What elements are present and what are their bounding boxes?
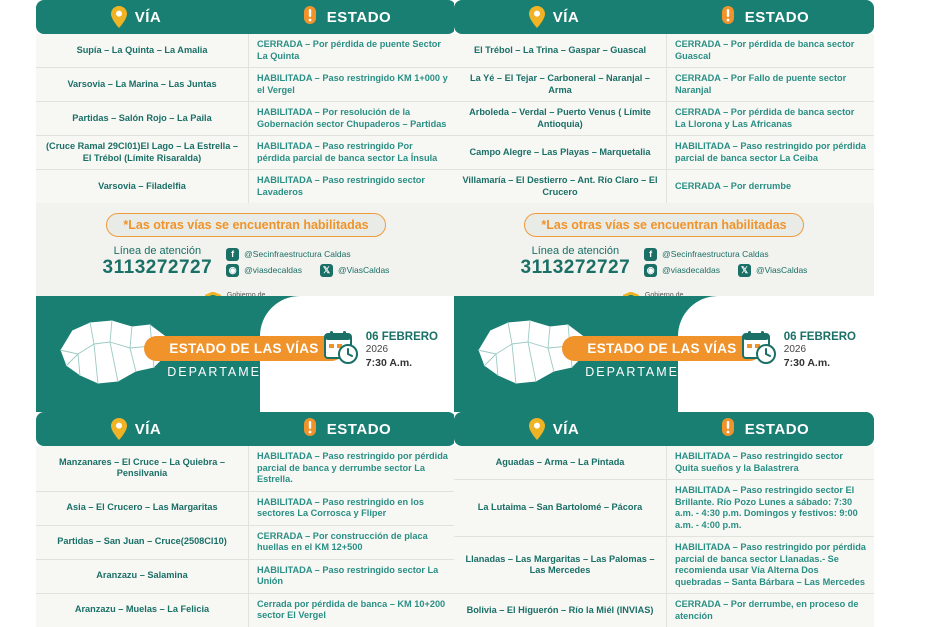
cell-estado: HABILITADA – Paso restringido Por pérdida parcial de banca sector La Ínsula	[249, 136, 457, 170]
social-handle: @Secinfraestructura Caldas	[662, 249, 768, 259]
social-instagram[interactable]	[226, 264, 302, 277]
banner-text-block	[144, 336, 344, 379]
date-block	[324, 330, 438, 370]
table-row	[36, 491, 456, 525]
header-via	[454, 412, 654, 446]
roads-table	[454, 34, 874, 203]
date-year: 2026	[784, 344, 856, 357]
cell-via: Bolivia – El Higuerón – Río la Miél (INVIAS)	[454, 594, 667, 627]
cell-via: Aguadas – Arma – La Pintada	[454, 446, 667, 480]
socials-list	[226, 248, 389, 277]
cell-via: Asia – El Crucero – Las Margaritas	[36, 491, 249, 525]
cell-estado: HABILITADA – Paso restringido sector Quita sueños y la Balastrera	[667, 446, 875, 480]
header-estado-label: ESTADO	[745, 9, 809, 26]
table-header	[36, 412, 456, 446]
banner-text-block	[562, 336, 762, 379]
cell-estado: CERRADA – Por derrumbe	[667, 170, 875, 204]
cell-via: Aranzazu – Muelas – La Felicia	[36, 593, 249, 627]
note-text: *Las otras vías se encuentran habilitadas	[106, 213, 385, 237]
table-row	[36, 68, 456, 102]
cell-via: Arboleda – Verdal – Puerto Venus ( Límite Antioquia)	[454, 102, 667, 136]
socials-list	[644, 248, 807, 277]
header-estado	[236, 412, 456, 446]
calendar-clock-icon	[324, 330, 358, 364]
cell-via: Llanadas – Las Margaritas – Las Palomas – Las Mercedes	[454, 537, 667, 594]
x-twitter-icon: 𝕏	[320, 264, 333, 277]
cell-estado: HABILITADA – Paso restringido por pérdida parcial de banca sector La Ceiba	[667, 136, 875, 170]
header-via	[36, 0, 236, 34]
table-row	[454, 102, 874, 136]
cell-estado: CERRADA – Por pérdida de puente Sector La Quinta	[249, 34, 457, 68]
calendar-clock-icon	[742, 330, 776, 364]
header-via	[36, 412, 236, 446]
cell-via: El Trébol – La Trina – Gaspar – Guascal	[454, 34, 667, 68]
table-row	[454, 34, 874, 68]
banner-subtitle: DEPARTAMENTALES	[144, 365, 344, 379]
table-row	[36, 559, 456, 593]
cell-via: Supía – La Quinta – La Amalia	[36, 34, 249, 68]
attention-label: Línea de atención	[521, 245, 631, 257]
table-header	[454, 412, 874, 446]
banner-title: ESTADO DE LAS VÍAS	[562, 336, 762, 361]
header-via-label: VÍA	[135, 9, 162, 26]
header-estado	[236, 0, 456, 34]
header-via-label: VÍA	[553, 9, 580, 26]
social-handle: @Secinfraestructura Caldas	[244, 249, 350, 259]
header-via-label: VÍA	[135, 421, 162, 438]
table-row	[36, 593, 456, 627]
exclamation-icon	[301, 6, 319, 28]
social-facebook[interactable]	[226, 248, 350, 261]
instagram-icon: ◉	[226, 264, 239, 277]
social-handle: @viasdecaldas	[244, 265, 302, 275]
phone-number[interactable]: 3113272727	[103, 257, 213, 279]
table-row	[36, 102, 456, 136]
panel-bottom-right	[454, 412, 874, 620]
social-facebook[interactable]	[644, 248, 768, 261]
facebook-icon: f	[226, 248, 239, 261]
table-row	[36, 525, 456, 559]
header-estado-label: ESTADO	[745, 421, 809, 438]
table-row	[454, 170, 874, 204]
cell-estado: CERRADA – Por construcción de placa huellas en el KM 12+500	[249, 525, 457, 559]
roads-table	[36, 34, 456, 203]
cell-estado: CERRADA – Por derrumbe, en proceso de atención	[667, 594, 875, 627]
location-pin-icon	[111, 418, 127, 440]
social-handle: @ViasCaldas	[756, 265, 807, 275]
phone-number[interactable]: 3113272727	[521, 257, 631, 279]
cell-estado: HABILITADA – Paso restringido sector El Brillante. Río Pozo Lunes a sábado: 7:30 a.m. - 4:30 p.m. Domingos y festivos: 9:00 a.m. - 4:00 p.m.	[667, 480, 875, 537]
contact-block	[36, 245, 456, 279]
cell-via: Varsovia – La Marina – Las Juntas	[36, 68, 249, 102]
table-row	[454, 446, 874, 480]
location-pin-icon	[111, 6, 127, 28]
date-time: 7:30 A.m.	[366, 357, 438, 370]
header-estado-label: ESTADO	[327, 421, 391, 438]
cell-via: Varsovia – Filadelfia	[36, 170, 249, 204]
cell-via: Aranzazu – Salamina	[36, 559, 249, 593]
banner-title: ESTADO DE LAS VÍAS	[144, 336, 344, 361]
header-estado	[654, 412, 874, 446]
date-day: 06 FEBRERO	[784, 330, 856, 344]
exclamation-icon	[301, 418, 319, 440]
cell-via: Partidas – San Juan – Cruce(2508Cl10)	[36, 525, 249, 559]
table-row	[454, 68, 874, 102]
location-pin-icon	[529, 6, 545, 28]
table-row	[36, 170, 456, 204]
header-estado	[654, 0, 874, 34]
cell-via: Villamaría – El Destierro – Ant. Río Claro – El Crucero	[454, 170, 667, 204]
contact-block	[454, 245, 874, 279]
cell-estado: HABILITADA – Paso restringido sector Lavaderos	[249, 170, 457, 204]
banner-subtitle: DEPARTAMENTALES	[562, 365, 762, 379]
table-row	[36, 34, 456, 68]
facebook-icon: f	[644, 248, 657, 261]
cell-estado: CERRADA – Por Fallo de puente sector Naranjal	[667, 68, 875, 102]
table-header	[454, 0, 874, 34]
banner-right	[454, 296, 874, 412]
cell-estado: CERRADA – Por pérdida de banca sector La Llorona y Las Africanas	[667, 102, 875, 136]
header-via	[454, 0, 654, 34]
cell-estado: HABILITADA – Paso restringido sector La Unión	[249, 559, 457, 593]
date-time: 7:30 A.m.	[784, 357, 856, 370]
cell-via: La Yé – El Tejar – Carboneral – Naranjal – Arma	[454, 68, 667, 102]
cell-estado: HABILITADA – Paso restringido KM 1+000 y el Vergel	[249, 68, 457, 102]
social-x[interactable]	[738, 264, 807, 277]
roads-table	[36, 446, 456, 627]
cell-via: Campo Alegre – Las Playas – Marquetalia	[454, 136, 667, 170]
cell-estado: HABILITADA – Paso restringido en los sectores La Corrosca y Fliper	[249, 491, 457, 525]
social-handle: @viasdecaldas	[662, 265, 720, 275]
table-row	[36, 136, 456, 170]
table-row	[454, 136, 874, 170]
roads-table	[454, 446, 874, 627]
location-pin-icon	[529, 418, 545, 440]
date-year: 2026	[366, 344, 438, 357]
attention-line	[521, 245, 631, 279]
cell-via: La Lutaima – San Bartolomé – Pácora	[454, 480, 667, 537]
attention-label: Línea de atención	[103, 245, 213, 257]
date-day: 06 FEBRERO	[366, 330, 438, 344]
cell-estado: HABILITADA – Paso restringido por pérdida parcial de banca sector Llanadas.- Se recomienda usar Vía Alterna Dos quebradas – Santa Bárbara – Las Mercedes	[667, 537, 875, 594]
table-row	[454, 594, 874, 627]
panel-top-right	[454, 0, 874, 296]
instagram-icon: ◉	[644, 264, 657, 277]
panel-bottom-left	[36, 412, 456, 620]
note-text: *Las otras vías se encuentran habilitadas	[524, 213, 803, 237]
cell-estado: HABILITADA – Paso restringido por pérdida parcial de banca y derrumbe sector La Estrella.	[249, 446, 457, 491]
table-row	[36, 446, 456, 491]
social-instagram[interactable]	[644, 264, 720, 277]
cell-estado: Cerrada por pérdida de banca – KM 10+200 sector El Vergel	[249, 593, 457, 627]
table-row	[454, 537, 874, 594]
exclamation-icon	[719, 418, 737, 440]
x-twitter-icon: 𝕏	[738, 264, 751, 277]
social-handle: @ViasCaldas	[338, 265, 389, 275]
panel-top-left	[36, 0, 456, 296]
header-via-label: VÍA	[553, 421, 580, 438]
header-estado-label: ESTADO	[327, 9, 391, 26]
social-x[interactable]	[320, 264, 389, 277]
date-block	[742, 330, 856, 370]
exclamation-icon	[719, 6, 737, 28]
cell-via: (Cruce Ramal 29Cl01)El Lago – La Estrella – El Trébol (Límite Risaralda)	[36, 136, 249, 170]
cell-estado: HABILITADA – Por resolución de la Gobernación sector Chupaderos – Partidas	[249, 102, 457, 136]
cell-estado: CERRADA – Por pérdida de banca sector Guascal	[667, 34, 875, 68]
note-container	[36, 213, 456, 237]
table-header	[36, 0, 456, 34]
table-row	[454, 480, 874, 537]
cell-via: Manzanares – El Cruce – La Quiebra – Pensilvania	[36, 446, 249, 491]
cell-via: Partidas – Salón Rojo – La Paila	[36, 102, 249, 136]
banner-left	[36, 296, 456, 412]
attention-line	[103, 245, 213, 279]
note-container	[454, 213, 874, 237]
